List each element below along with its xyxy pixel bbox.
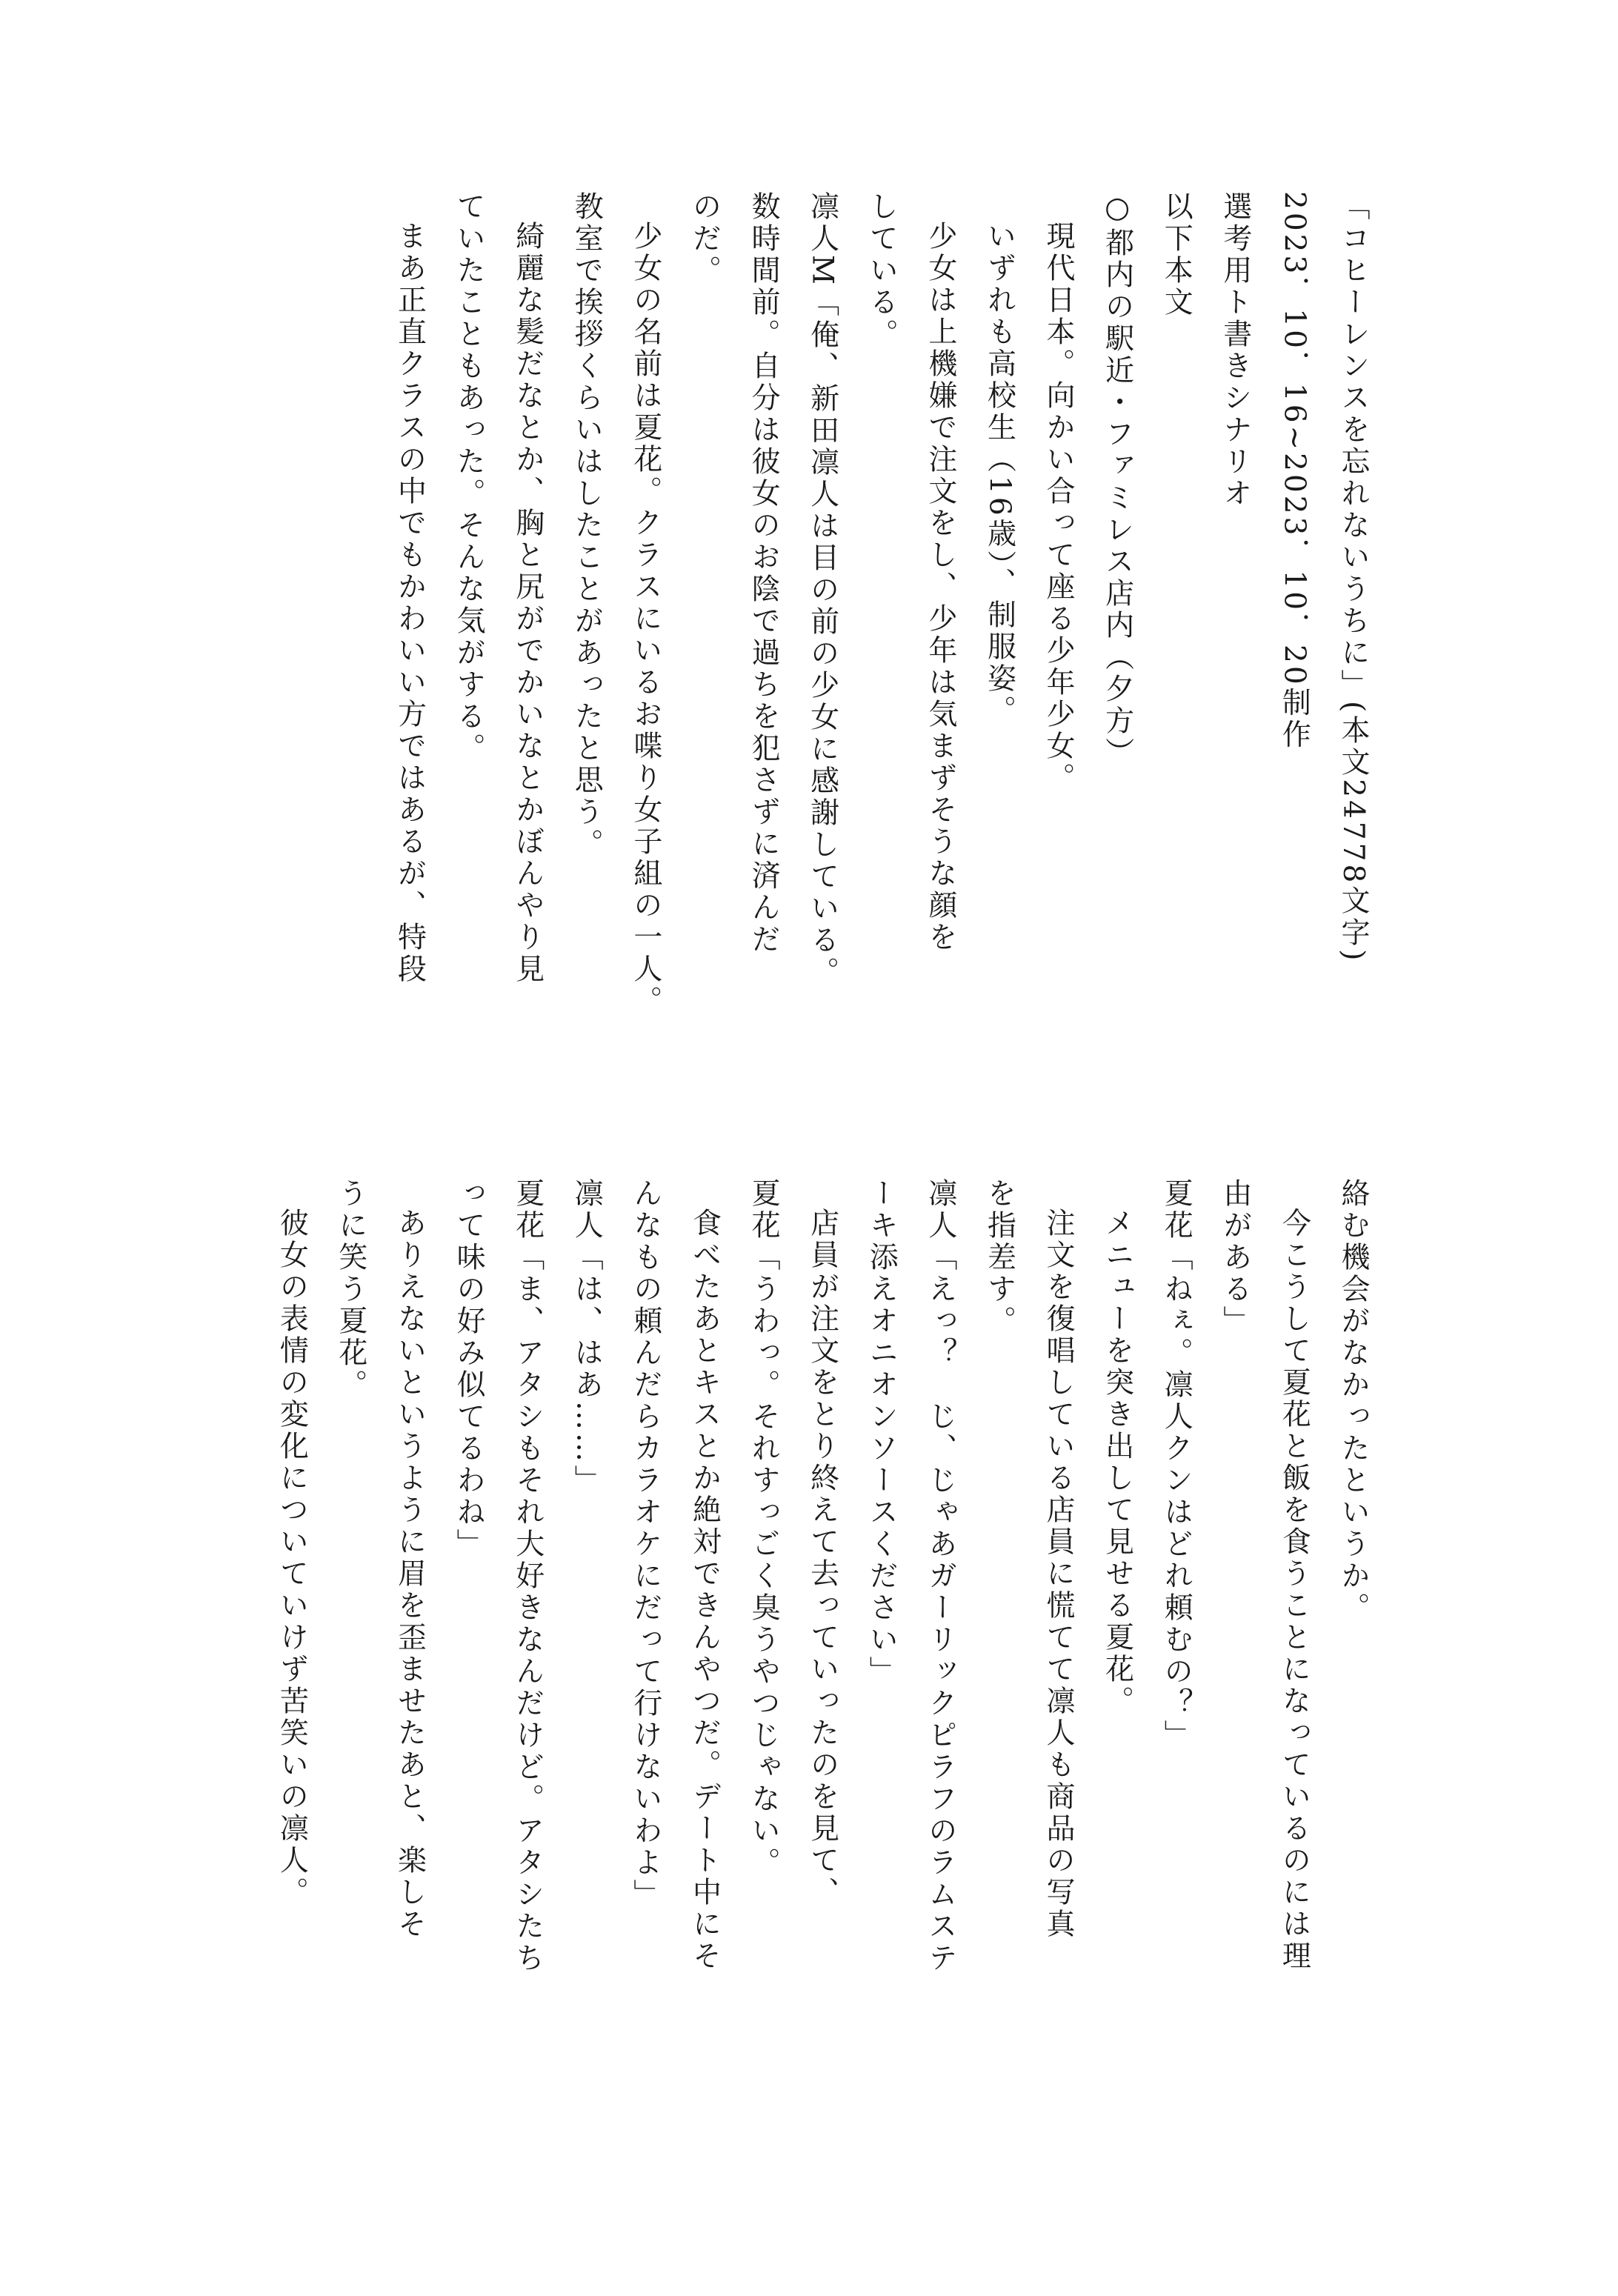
text-line: 選考用ト書きシナリオ — [1218, 191, 1252, 510]
text-line: 今こうして夏花と飯を食うことになっているのには理 — [1277, 1208, 1311, 1972]
text-line: 数時間前。自分は彼女のお陰で過ちを犯さずに済んだ — [747, 191, 781, 956]
dialogue-line: 凛人「えっ？ じ、じゃあガーリックピラフのラムステ — [923, 1178, 957, 1974]
text-line: 少女の名前は夏花。クラスにいるお喋り女子組の一人。 — [628, 221, 662, 1017]
text-line: 教室で挨拶くらいはしたことがあったと思う。 — [570, 191, 604, 860]
dialogue-line: 夏花「うわっ。それすっごく臭うやつじゃない。 — [747, 1178, 781, 1879]
text-line: 絡む機会がなかったというか。 — [1336, 1178, 1370, 1624]
text-line: のだ。 — [688, 191, 722, 287]
text-line: 店員が注文をとり終えて去っていったのを見て、 — [805, 1208, 839, 1909]
text-line: 綺麗な髪だなとか、胸と尻がでかいなとかぼんやり見 — [510, 221, 545, 985]
scene-heading: ○都内の駅近・ファミレス店内（夕方） — [1100, 191, 1134, 769]
text-line: まあ正直クラスの中でもかわいい方ではあるが、特段 — [393, 221, 427, 985]
dialogue-line: 夏花「ねぇ。凛人クンはどれ頼むの？」 — [1159, 1178, 1193, 1751]
text-line: ていたこともあった。そんな気がする。 — [452, 191, 486, 765]
text-line: を指差す。 — [982, 1178, 1016, 1337]
text-line: って味の好み似てるわね」 — [452, 1178, 486, 1560]
dialogue-line: 凛人「は、はあ……」 — [570, 1178, 604, 1497]
text-line: 2023．10．16~2023．10．20制作 — [1277, 191, 1311, 751]
text-line: ーキ添えオニオンソースください」 — [865, 1178, 899, 1688]
text-line: 彼女の表情の変化についていけず苦笑いの凛人。 — [275, 1208, 309, 1909]
text-line: ありえないというように眉を歪ませたあと、楽しそ — [393, 1208, 427, 1940]
text-line: メニューを突き出して見せる夏花。 — [1100, 1208, 1134, 1717]
text-line: 注文を復唱している店員に慌てて凛人も商品の写真 — [1042, 1208, 1076, 1940]
text-line: 「コヒーレンスを忘れないうちに」(本文24778文字) — [1336, 191, 1370, 964]
text-line: 食べたあとキスとか絶対できんやつだ。デート中にそ — [688, 1208, 722, 1972]
dialogue-line: 夏花「ま、アタシもそれ大好きなんだけど。アタシたち — [510, 1178, 545, 1974]
text-block-top — [380, 191, 1382, 1147]
text-line: している。 — [865, 191, 899, 350]
text-line: 少女は上機嫌で注文をし、少年は気まずそうな顔を — [923, 221, 957, 954]
text-line: んなもの頼んだらカラオケにだって行けないわよ」 — [628, 1178, 662, 1911]
text-block-bottom — [262, 1178, 1382, 2134]
dialogue-line: 凛人M「俺、新田凛人は目の前の少女に感謝している。 — [805, 191, 839, 988]
text-line: いずれも高校生（16歳）、制服姿。 — [982, 221, 1016, 728]
text-line: 由がある」 — [1218, 1178, 1252, 1337]
text-line: 現代日本。向かい合って座る少年少女。 — [1042, 221, 1076, 794]
text-line: 以下本文 — [1159, 191, 1193, 319]
text-line: うに笑う夏花。 — [333, 1178, 367, 1401]
